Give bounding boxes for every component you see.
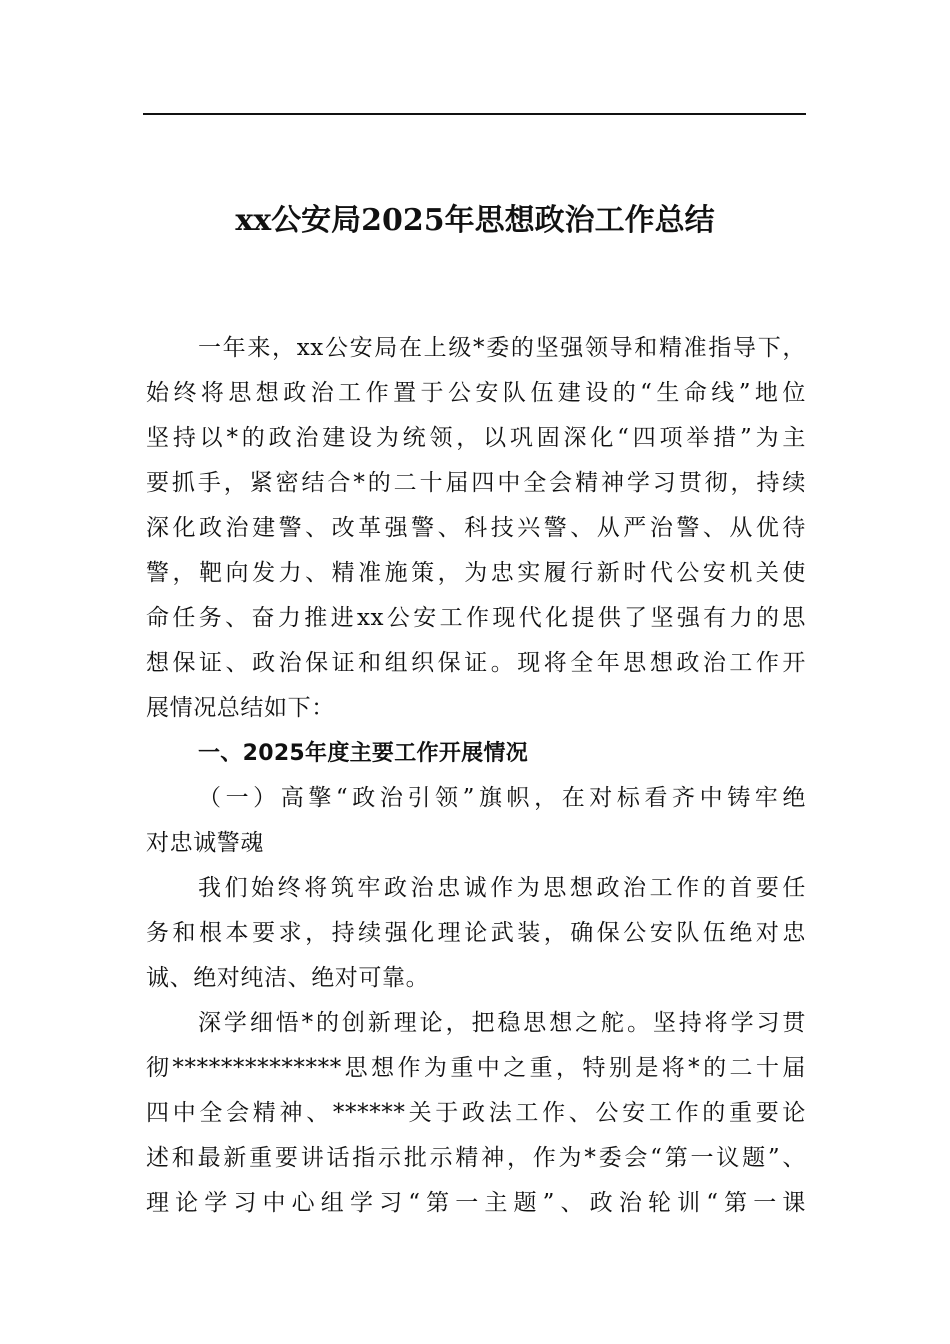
header-rule xyxy=(143,113,806,115)
body-line: 四中全会精神、******关于政法工作、公安工作的重要论 xyxy=(146,1100,806,1126)
body-line: 理论学习中心组学习“第一主题”、政治轮训“第一课 xyxy=(146,1190,806,1216)
body-line: 坚持以*的政治建设为统领，以巩固深化“四项举措”为主 xyxy=(146,425,806,451)
body-line: 述和最新重要讲话指示批示精神，作为*委会“第一议题”、 xyxy=(146,1145,806,1171)
body-line: 要抓手，紧密结合*的二十届四中全会精神学习贯彻，持续 xyxy=(146,470,806,496)
body-line: 展情况总结如下： xyxy=(146,695,335,721)
body-line: 我们始终将筑牢政治忠诚作为思想政治工作的首要任 xyxy=(198,875,806,901)
body-line: 深学细悟*的创新理论，把稳思想之舵。坚持将学习贯 xyxy=(198,1010,806,1036)
document-body xyxy=(146,326,806,1226)
subsection-heading-continued: 对忠诚警魂 xyxy=(146,830,264,856)
body-line: 始终将思想政治工作置于公安队伍建设的“生命线”地位 xyxy=(146,380,806,406)
body-line: 想保证、政治保证和组织保证。现将全年思想政治工作开 xyxy=(146,650,806,676)
body-line: 彻**************思想作为重中之重，特别是将*的二十届 xyxy=(146,1055,806,1081)
subsection-heading: （一）高擎“政治引领”旗帜，在对标看齐中铸牢绝 xyxy=(198,785,806,811)
body-line: 诚、绝对纯洁、绝对可靠。 xyxy=(146,965,430,991)
body-line: 命任务、奋力推进xx公安工作现代化提供了坚强有力的思 xyxy=(146,605,806,631)
document-title: xx公安局2025年思想政治工作总结 xyxy=(235,203,715,238)
body-line: 警，靶向发力、精准施策，为忠实履行新时代公安机关使 xyxy=(146,560,806,586)
body-line: 务和根本要求，持续强化理论武装，确保公安队伍绝对忠 xyxy=(146,920,806,946)
body-line: 深化政治建警、改革强警、科技兴警、从严治警、从优待 xyxy=(146,515,806,541)
section-heading: 一、2025年度主要工作开展情况 xyxy=(198,741,529,766)
body-line: 一年来，xx公安局在上级*委的坚强领导和精准指导下， xyxy=(198,335,806,361)
